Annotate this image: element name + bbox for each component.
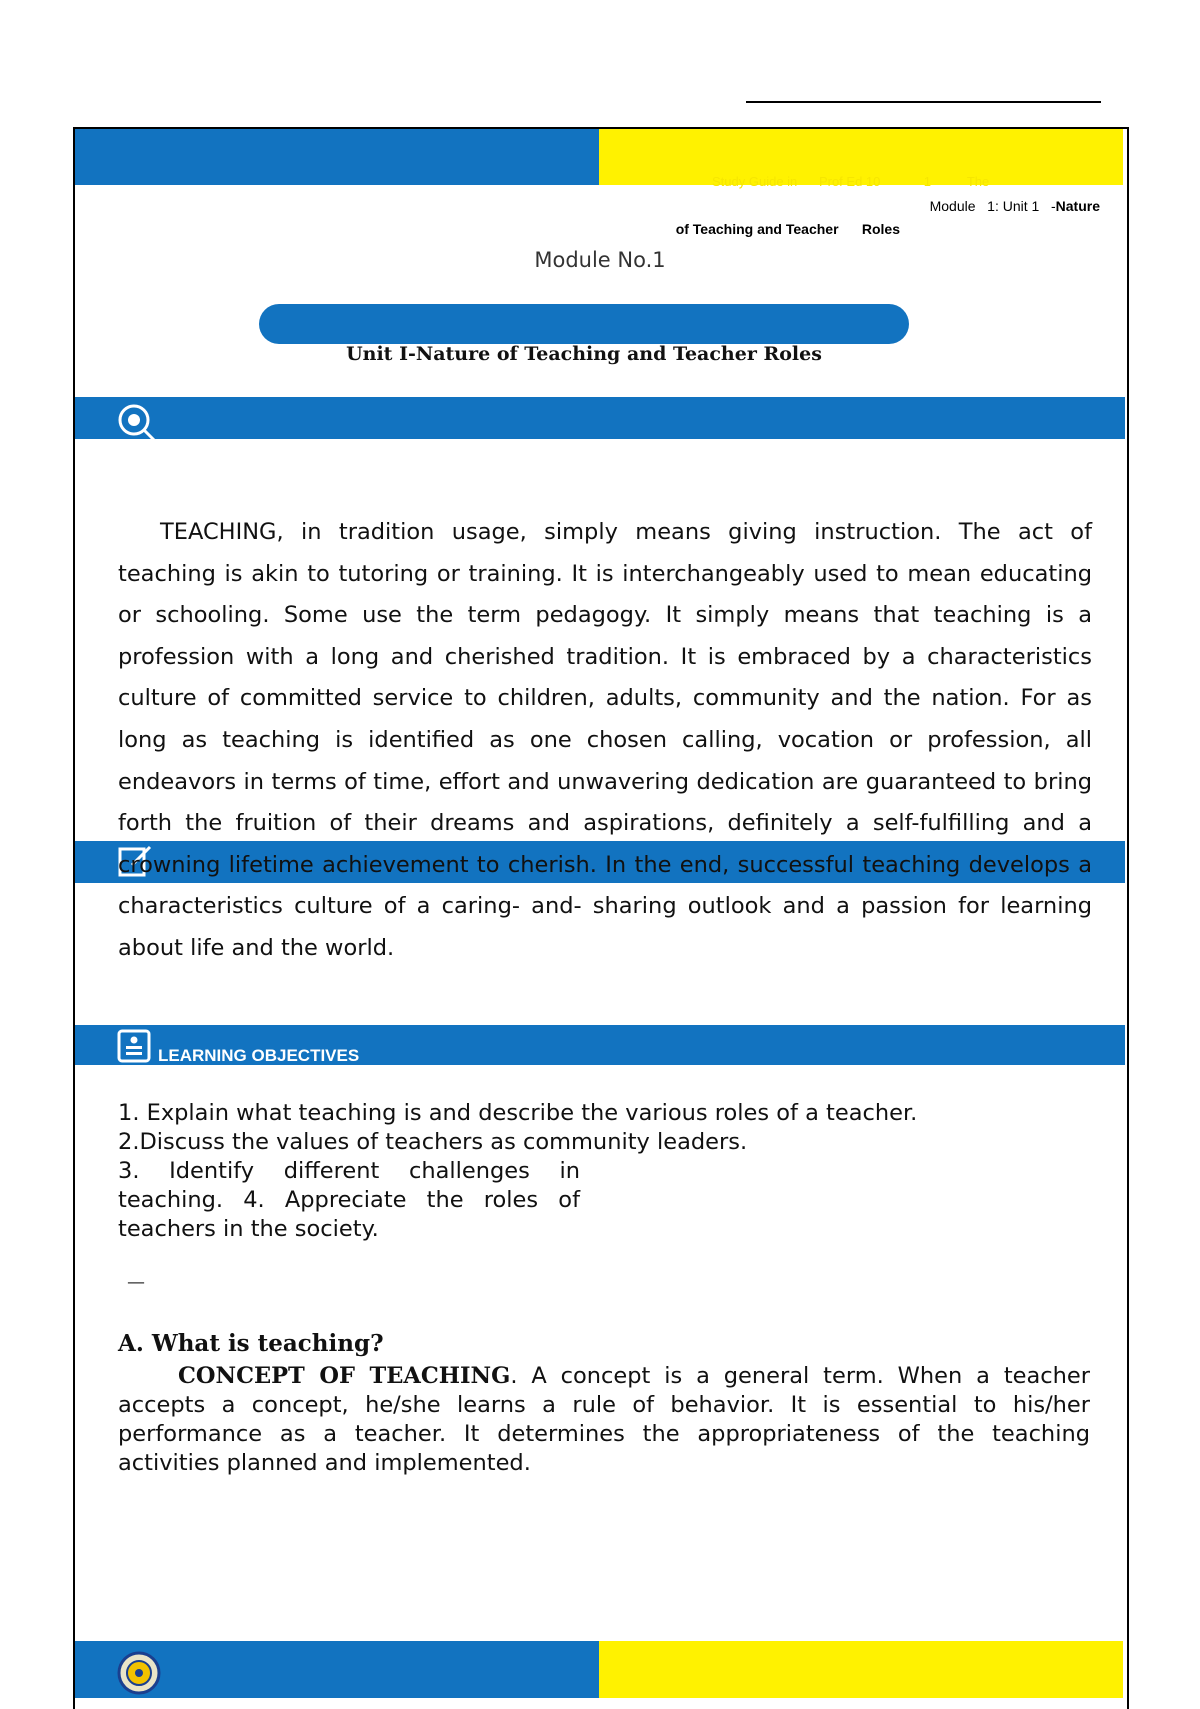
title-pill — [259, 304, 909, 344]
header-module-bold: Nature — [1055, 198, 1100, 214]
section-a-heading: A. What is teaching? — [118, 1330, 384, 1357]
objective-1: 1. Explain what teaching is and describe the various roles of a teacher. — [118, 1100, 918, 1126]
header-sub-line: of Teaching and Teacher Roles — [675, 221, 900, 237]
concept-text: . A concept is a general term. When a teacher accepts a concept, he/she learns a rule of behavior. It is essential to his/her performance as a teacher. It determines the appropriateness of the teaching activities planned and implemented. — [118, 1363, 1090, 1476]
clipboard-icon — [116, 1028, 154, 1064]
concept-term: CONCEPT OF TEACHING — [178, 1363, 511, 1389]
separator-dash: — — [127, 1272, 145, 1293]
school-seal-icon — [116, 1651, 162, 1695]
intro-paragraph: TEACHING, in tradition usage, simply means giving instruction. The act of teaching is akin to tutoring or training. It is interchangeably used to mean educating or schooling. Some use the term pedagogy. It simply means that teaching is a profession with a long and cherished tradition. It is embraced by a characteristics culture of committed service to children, adults, community and the nation. For as long as teaching is identified as one chosen calling, vocation or profession, all endeavors in terms of time, effort and unwavering dedication are guaranteed to bring forth the fruition of their dreams and aspirations, definitely a self-fulfilling and a crowning lifetime achievement to cherish. In the end, successful teaching develops a characteristics culture of a caring- and- sharing outlook and a passion for learning about life and the world. — [118, 519, 1092, 961]
footer-yellow-bar — [599, 1641, 1123, 1698]
top-signature-line — [746, 101, 1101, 103]
header-module-line — [640, 198, 1100, 214]
objective-3-4: 3. Identify different challenges in teaching. 4. Appreciate the roles of teachers in the society. — [118, 1158, 580, 1242]
objective-2: 2.Discuss the values of teachers as community leaders. — [118, 1129, 748, 1155]
header-blue-bar — [75, 129, 599, 185]
unit-title: Unit I-Nature of Teaching and Teacher Roles — [346, 343, 822, 365]
objectives-list — [118, 1099, 1038, 1244]
magnifier-icon — [114, 402, 160, 442]
learning-objectives-label: LEARNING OBJECTIVES — [158, 1046, 360, 1065]
module-number: Module No.1 — [534, 248, 666, 272]
header-module-prefix: Module 1: Unit 1 - — [929, 198, 1056, 214]
concept-paragraph — [118, 1362, 1090, 1478]
overview-band — [75, 397, 1125, 439]
header-faint-text: Study Guide in Prof Ed 10 1 The — [712, 174, 990, 189]
